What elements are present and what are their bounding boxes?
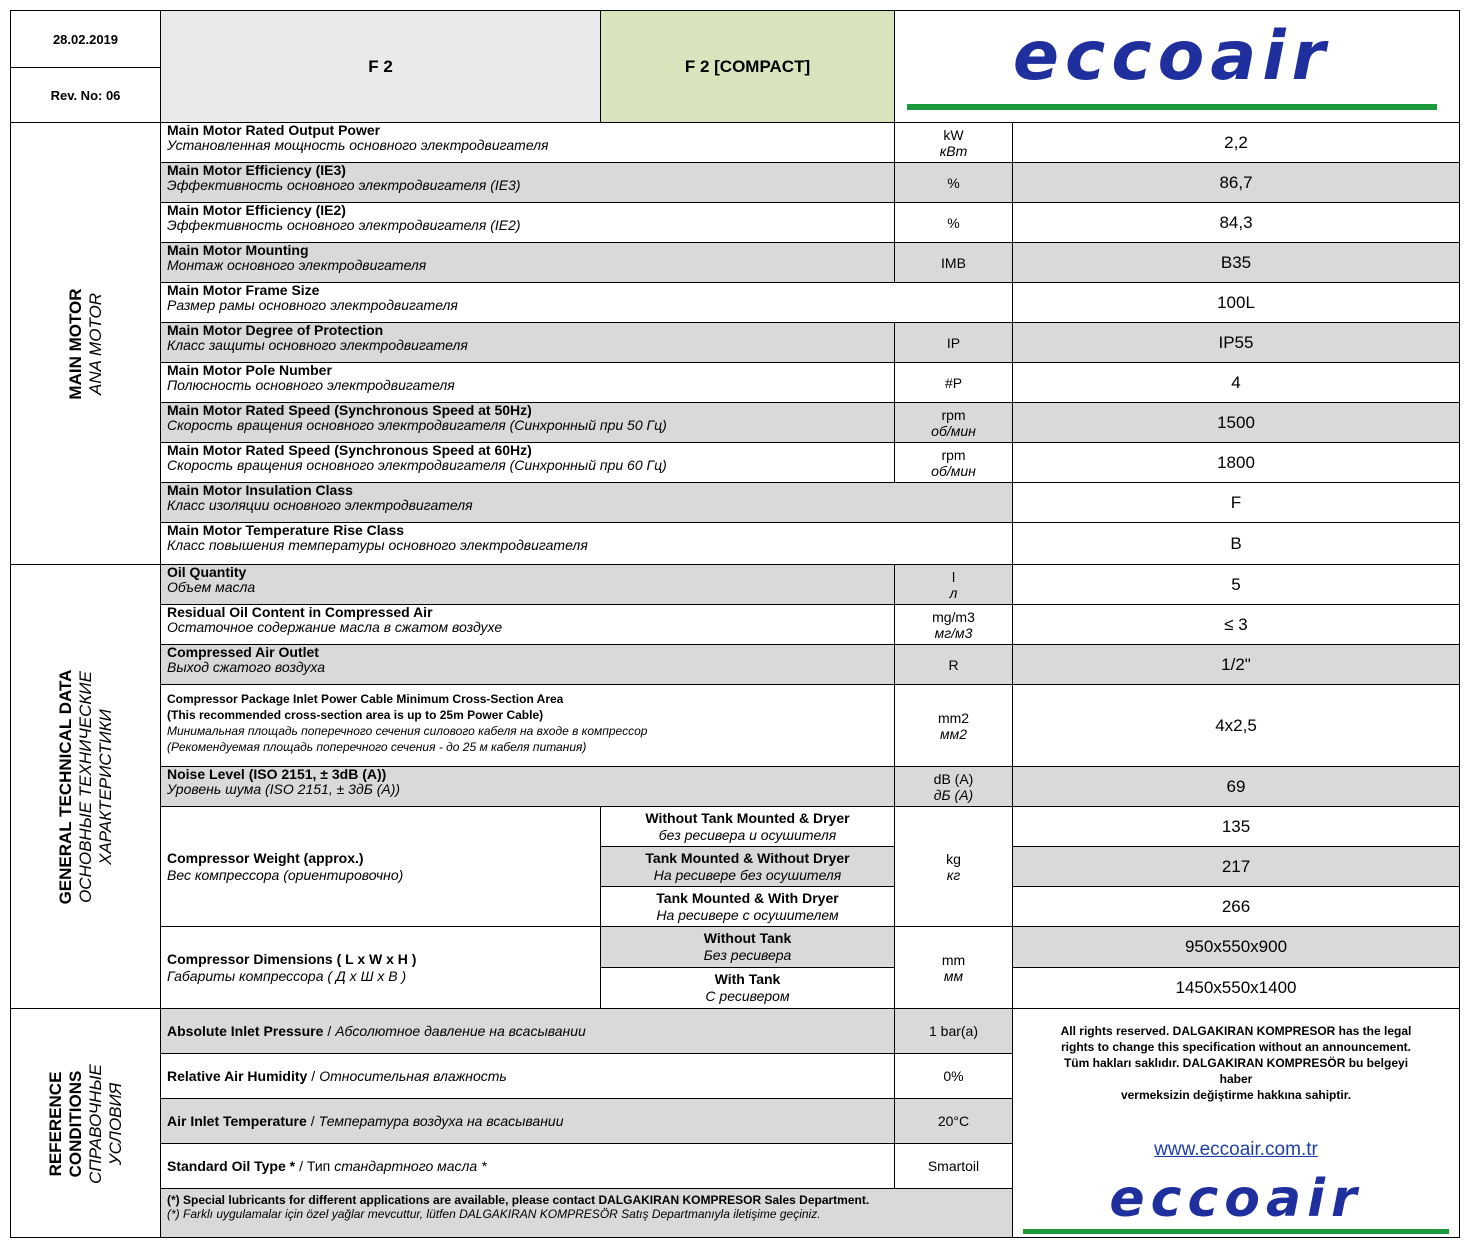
spec-row-label: [160, 242, 895, 283]
spec-row-unit: [894, 564, 1013, 605]
text-rows-12-en: Residual Oil Content in Compressed Air: [167, 604, 433, 620]
reference-value: [894, 1008, 1013, 1054]
text-weight-unit: kg: [946, 850, 961, 867]
text-rows-12-unit_ru: мг/м3: [934, 624, 973, 641]
spec-row-unit: [894, 242, 1013, 283]
text-dims-variants-0-ru: Без ресивера: [703, 947, 792, 963]
reference-row: [160, 1008, 895, 1054]
text-weight-variants-0-en: Without Tank Mounted & Dryer: [645, 809, 850, 826]
weight-label: [160, 806, 601, 927]
spec-row-unit: [894, 402, 1013, 443]
spec-row-value: [1012, 644, 1460, 685]
weight-value: [1012, 846, 1460, 887]
spec-row-label: [160, 482, 1013, 523]
reference-row: [160, 1098, 895, 1144]
model-name: F 2: [368, 56, 393, 76]
spec-row-label: [160, 522, 1013, 565]
text-rows-3-unit: IMB: [941, 254, 966, 271]
section-reference-ru2: УСЛОВИЯ: [106, 1082, 125, 1166]
text-rows-8-ru: Скорость вращения основного электродвигателя (Синхронный при 60 Гц): [167, 457, 667, 473]
text-rows-9-ru: Класс изоляции основного электродвигателя: [167, 497, 473, 513]
text-rows-3-ru: Монтаж основного электродвигателя: [167, 257, 427, 273]
text-reference-2-en: Air Inlet Temperature: [167, 1113, 307, 1129]
text-rows-4-value: 100L: [1217, 292, 1255, 312]
dims-label: [160, 926, 601, 1009]
text-rows-11-ru: Объем масла: [167, 579, 256, 595]
spec-row-label: [160, 162, 895, 203]
section-reference: [10, 1008, 161, 1238]
text-rows-6-ru: Полюсность основного электродвигателя: [167, 377, 455, 393]
text-rows-14-en: Noise Level (ISO 2151, ± 3dB (A)): [167, 766, 387, 782]
footnote-en: (*) Special lubricants for different applications are available, please contact DALGAKIRAN KOMPRESOR Sales Department.: [167, 1193, 870, 1207]
spec-row-value: [1012, 442, 1460, 483]
weight-value: [1012, 886, 1460, 927]
text-dims-variants-0-en: Without Tank: [703, 930, 792, 946]
text-reference-2-value: 20°C: [937, 1113, 970, 1129]
text-rows-13-ru: Выход сжатого воздуха: [167, 659, 326, 675]
text-cable-unit_ru: мм2: [940, 725, 967, 742]
text-dims-variants-1-en: With Tank: [714, 971, 781, 987]
text-rows-8-value: 1800: [1217, 452, 1255, 472]
spec-row-unit: [894, 162, 1013, 203]
text-weight-en: Compressor Weight (approx.): [167, 849, 364, 866]
footer-logo-underline: [1023, 1229, 1449, 1234]
text-rows-11-en: Oil Quantity: [167, 564, 247, 580]
spec-row-label: [160, 766, 895, 807]
section-reference-ru1: СПРАВОЧНЫЕ: [86, 1064, 105, 1184]
text-rows-2-en: Main Motor Efficiency (IE2): [167, 202, 346, 218]
text-rows-1-value: 86,7: [1219, 172, 1253, 192]
spec-row-label: [160, 564, 895, 605]
reference-row: [160, 1053, 895, 1099]
text-dims-en: Compressor Dimensions ( L x W x H ): [167, 950, 417, 967]
text-weight-variants-1-en: Tank Mounted & Without Dryer: [645, 849, 850, 866]
text-cable-ru2: (Рекомендуемая площадь поперечного сечения - до 25 м кабеля питания): [167, 740, 587, 754]
eccoair-logo: [907, 17, 1437, 113]
spec-row-value: [1012, 766, 1460, 807]
spec-row-label: [160, 122, 895, 163]
text-weight-unit_ru: кг: [946, 866, 961, 883]
text-rows-6-unit: #P: [944, 374, 963, 391]
text-rows-0-unit_ru: кВт: [939, 142, 968, 159]
spec-row-unit: [894, 362, 1013, 403]
text-reference-3-ru: стандартного масла *: [334, 1158, 487, 1174]
text-rows-12-ru: Остаточное содержание масла в сжатом воздухе: [167, 619, 503, 635]
text-reference-0-value: 1 bar(a): [928, 1023, 979, 1039]
spec-row-unit: [894, 604, 1013, 645]
dims-variant: [600, 967, 895, 1009]
spec-row-unit: [894, 766, 1013, 807]
text-weight-variants-0-value: 135: [1221, 816, 1251, 836]
section-general: [10, 564, 161, 1009]
text-weight-variants-2-en: Tank Mounted & With Dryer: [656, 889, 839, 906]
footnote-tr: (*) Farklı uygulamalar için özel yağlar mevcuttur, lütfen DALGAKIRAN KOMPRESÖR Satış Departmanıyla iletişime geçiniz.: [167, 1207, 821, 1221]
text-reference-2-ru: Температура воздуха на всасывании: [318, 1113, 564, 1129]
model-compact-name: F 2 [COMPACT]: [684, 56, 811, 76]
text-reference-0-en: Absolute Inlet Pressure: [167, 1023, 324, 1039]
section-general-en: GENERAL TECHNICAL DATA: [56, 669, 75, 905]
text-rows-2-value: 84,3: [1219, 212, 1253, 232]
text-rows-6-value: 4: [1231, 372, 1241, 392]
text-rows-13-value: 1/2": [1221, 654, 1251, 674]
weight-variant: [600, 806, 895, 847]
text-rows-0-unit: kW: [943, 126, 964, 143]
section-main-motor: [10, 122, 161, 565]
text-reference-1-en: Relative Air Humidity: [167, 1068, 308, 1084]
website-link[interactable]: www.eccoair.com.tr: [1154, 1139, 1318, 1160]
text-weight-variants-1-ru: На ресивере без осушителя: [653, 866, 842, 883]
spec-row-value: [1012, 522, 1460, 565]
spec-row-value: [1012, 122, 1460, 163]
text-reference-3-value: Smartoil: [927, 1158, 980, 1174]
spec-row-value: [1012, 362, 1460, 403]
reference-value: [894, 1098, 1013, 1144]
text-dims-variants-1-ru: С ресивером: [705, 988, 790, 1004]
text-rows-14-unit_ru: дБ (A): [933, 786, 974, 803]
text-reference-1-value: 0%: [943, 1068, 964, 1084]
spec-row-label: [160, 282, 1013, 323]
spec-row-unit: [894, 202, 1013, 243]
text-rows-11-value: 5: [1231, 574, 1241, 594]
text-rows-7-value: 1500: [1217, 412, 1255, 432]
reference-row: [160, 1143, 895, 1189]
rights-text: [1013, 1023, 1459, 1103]
weight-variant: [600, 846, 895, 887]
text-cable-ru1: Минимальная площадь поперечного сечения силового кабеля на входе в компрессор: [167, 724, 648, 738]
text-rows-10-ru: Класс повышения температуры основного электродвигателя: [167, 537, 588, 553]
text-rows-0-ru: Установленная мощность основного электродвигателя: [167, 137, 549, 153]
text-reference-1-ru: Относительная влажность: [319, 1068, 507, 1084]
text-rows-7-unit: rpm: [941, 406, 966, 423]
spec-row-label: [160, 644, 895, 685]
footer-logo-wordmark: eccoair: [1109, 1169, 1363, 1229]
section-reference-en1: REFERENCE: [46, 1071, 65, 1177]
spec-row-label: [160, 202, 895, 243]
cable-row-label: [160, 684, 895, 767]
weight-value: [1012, 806, 1460, 847]
text-rows-14-ru: Уровень шума (ISO 2151, ± 3дБ (A)): [167, 781, 401, 797]
text-rows-5-unit: IP: [946, 334, 961, 351]
text-reference-0-sep: /: [327, 1023, 332, 1039]
spec-row-value: [1012, 242, 1460, 283]
reference-value: [894, 1053, 1013, 1099]
date: 28.02.2019: [52, 31, 119, 47]
text-rows-14-unit: dB (A): [933, 770, 974, 787]
text-rows-1-ru: Эффективность основного электродвигателя (IE3): [167, 177, 521, 193]
spec-row-label: [160, 402, 895, 443]
text-rows-11-unit: l: [951, 568, 956, 585]
logo-underline: [907, 104, 1437, 110]
dims-value: [1012, 926, 1460, 968]
text-rows-2-ru: Эффективность основного электродвигателя (IE2): [167, 217, 521, 233]
text-dims-ru: Габариты компрессора ( Д x Ш x В ): [167, 967, 407, 984]
text-dims-unit_ru: мм: [943, 967, 964, 984]
text-rows-5-value: IP55: [1218, 332, 1254, 352]
footer-eccoair-logo: [1023, 1169, 1449, 1235]
text-rows-0-en: Main Motor Rated Output Power: [167, 122, 381, 138]
text-rights-l3: Tüm hakları saklıdır. DALGAKIRAN KOMPRESÖR bu belgeyi: [1063, 1056, 1409, 1070]
text-dims-unit: mm: [941, 951, 966, 968]
text-rows-5-en: Main Motor Degree of Protection: [167, 322, 384, 338]
text-rows-1-en: Main Motor Efficiency (IE3): [167, 162, 346, 178]
section-reference-en2: CONDITIONS: [66, 1070, 85, 1178]
text-reference-3-en: Standard Oil Type *: [167, 1158, 296, 1174]
text-rows-14-value: 69: [1226, 776, 1246, 796]
weight-unit: [894, 806, 1013, 927]
cable-row-value: [1012, 684, 1460, 767]
text-rows-1-unit: %: [947, 174, 960, 191]
spec-row-unit: [894, 322, 1013, 363]
spec-row-value: [1012, 322, 1460, 363]
text-cable-en1: Compressor Package Inlet Power Cable Minimum Cross-Section Area: [167, 692, 564, 706]
spec-row-label: [160, 604, 895, 645]
spec-row-value: [1012, 482, 1460, 523]
text-cable-value: 4x2,5: [1215, 715, 1257, 735]
text-rows-9-en: Main Motor Insulation Class: [167, 482, 353, 498]
text-weight-variants-2-value: 266: [1221, 896, 1251, 916]
text-rows-3-value: B35: [1220, 252, 1252, 272]
text-rows-8-en: Main Motor Rated Speed (Synchronous Speed at 60Hz): [167, 442, 532, 458]
spec-row-unit: [894, 122, 1013, 163]
text-rows-10-value: B: [1230, 533, 1242, 553]
spec-row-value: [1012, 604, 1460, 645]
text-rows-8-unit: rpm: [941, 446, 966, 463]
spec-row-label: [160, 362, 895, 403]
text-rows-7-en: Main Motor Rated Speed (Synchronous Speed at 50Hz): [167, 402, 532, 418]
dims-value: [1012, 967, 1460, 1009]
weight-variant: [600, 886, 895, 927]
section-general-ru2: ХАРАКТЕРИСТИКИ: [96, 709, 115, 865]
section-main-motor-en: MAIN MOTOR: [66, 288, 85, 400]
header-logo-cell: [894, 10, 1460, 123]
text-rights-l5: vermeksizin değiştirme hakkına sahiptir.: [1120, 1088, 1352, 1102]
text-rows-8-unit_ru: об/мин: [931, 462, 976, 479]
cable-row-unit: [894, 684, 1013, 767]
spec-row-unit: [894, 644, 1013, 685]
text-rows-5-ru: Класс защиты основного электродвигателя: [167, 337, 468, 353]
section-main-motor-tr: ANA MOTOR: [86, 293, 105, 396]
spec-row-value: [1012, 402, 1460, 443]
spec-row-value: [1012, 282, 1460, 323]
text-cable-unit: mm2: [937, 709, 970, 726]
text-reference-2-sep: /: [310, 1113, 315, 1129]
model-cell: [160, 10, 601, 123]
text-reference-3-sep: / Тип: [299, 1158, 331, 1174]
text-weight-ru: Вес компрессора (ориентировочно): [167, 866, 404, 883]
text-rows-4-ru: Размер рамы основного электродвигателя: [167, 297, 458, 313]
spec-row-value: [1012, 564, 1460, 605]
dims-unit: [894, 926, 1013, 1009]
text-rows-7-ru: Скорость вращения основного электродвигателя (Синхронный при 50 Гц): [167, 417, 667, 433]
text-rows-12-value: ≤ 3: [1224, 614, 1248, 634]
spec-row-unit: [894, 442, 1013, 483]
text-reference-0-ru: Абсолютное давление на всасывании: [335, 1023, 586, 1039]
reference-value: [894, 1143, 1013, 1189]
text-reference-1-sep: /: [311, 1068, 316, 1084]
spec-row-value: [1012, 162, 1460, 203]
text-rights-l2: rights to change this specification without an announcement.: [1060, 1040, 1412, 1054]
text-rows-7-unit_ru: об/мин: [931, 422, 976, 439]
revision-number: Rev. No: 06: [50, 87, 121, 103]
text-rows-6-en: Main Motor Pole Number: [167, 362, 332, 378]
text-rows-11-unit_ru: л: [949, 584, 958, 601]
model-compact-cell: [600, 10, 895, 123]
text-rows-2-unit: %: [947, 214, 960, 231]
logo-wordmark: eccoair: [1012, 17, 1332, 96]
text-rows-4-en: Main Motor Frame Size: [167, 282, 320, 298]
spec-row-label: [160, 322, 895, 363]
text-rows-12-unit: mg/m3: [932, 608, 975, 625]
text-rows-0-value: 2,2: [1224, 132, 1248, 152]
footnote: [160, 1188, 1013, 1238]
section-general-ru1: ОСНОВНЫЕ ТЕХНИЧЕСКИЕ: [76, 671, 95, 903]
text-rows-3-en: Main Motor Mounting: [167, 242, 309, 258]
text-rows-13-en: Compressed Air Outlet: [167, 644, 319, 660]
text-weight-variants-0-ru: без ресивера и осушителя: [658, 826, 837, 843]
rights-panel: [1012, 1008, 1460, 1238]
text-rights-l4: haber: [1219, 1072, 1253, 1086]
rev-cell: [10, 67, 161, 123]
date-cell: [10, 10, 161, 68]
spec-row-value: [1012, 202, 1460, 243]
dims-variant: [600, 926, 895, 968]
text-rows-10-en: Main Motor Temperature Rise Class: [167, 522, 405, 538]
spec-row-label: [160, 442, 895, 483]
text-rights-l1: All rights reserved. DALGAKIRAN KOMPRESOR has the legal: [1060, 1024, 1412, 1038]
text-dims-variants-1-value: 1450x550x1400: [1175, 978, 1297, 997]
text-rows-9-value: F: [1230, 492, 1242, 512]
text-cable-en2: (This recommended cross-section area is up to 25m Power Cable): [167, 708, 544, 722]
text-rows-13-unit: R: [948, 656, 959, 673]
text-weight-variants-1-value: 217: [1221, 856, 1251, 876]
text-dims-variants-0-value: 950x550x900: [1184, 937, 1288, 956]
text-weight-variants-2-ru: На ресивере с осушителем: [656, 906, 839, 923]
